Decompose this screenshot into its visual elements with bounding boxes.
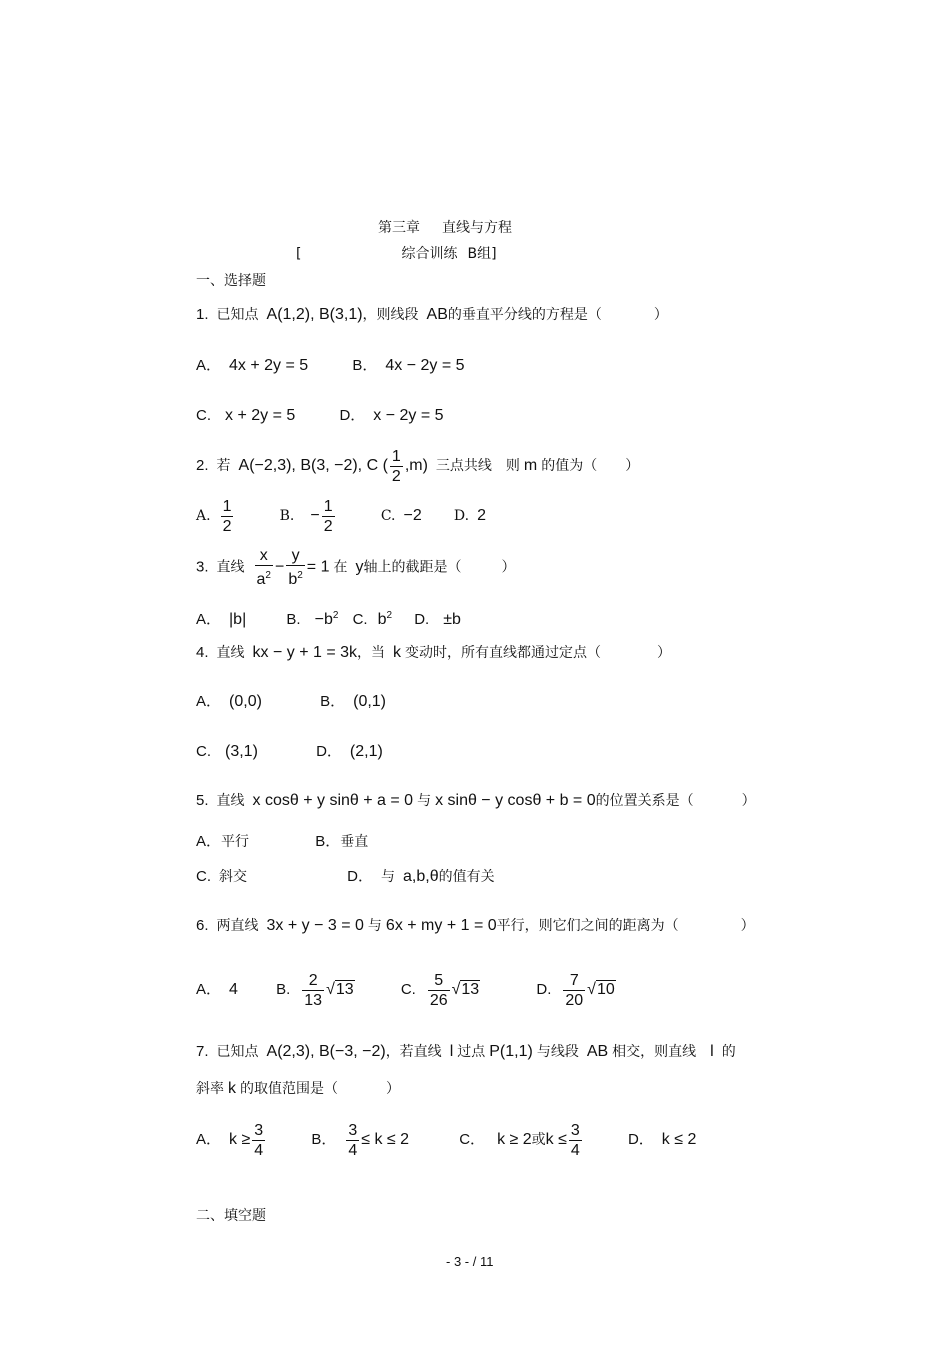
question-3: [196, 546, 515, 589]
question-text: ）: [741, 793, 756, 809]
question-text: 则: [505, 458, 520, 474]
chapter-title: [378, 218, 512, 238]
question-text: ）: [386, 1081, 400, 1097]
option-label: B．: [320, 693, 346, 710]
option-d[interactable]: [316, 743, 383, 760]
question-number: 5.: [196, 792, 209, 809]
question-text: 与: [367, 918, 382, 934]
option-text: 或: [531, 1132, 546, 1148]
question-3-options: [196, 606, 461, 630]
math-expression: 6x + my + 1 = 0: [385, 917, 497, 934]
question-number: 6.: [196, 917, 209, 934]
page-number: - 3 - / 11: [446, 1254, 494, 1269]
option-value: 4x + 2y = 5: [229, 357, 309, 374]
option-d[interactable]: [347, 868, 494, 885]
option-label: B.: [286, 611, 301, 628]
option-label: A．: [196, 833, 222, 850]
question-text: ）: [653, 307, 668, 323]
section-heading-choice: 一、选择题: [196, 273, 266, 289]
fraction-numerator: x: [259, 547, 268, 564]
question-text: ）: [740, 918, 755, 934]
superscript: 2: [265, 570, 271, 581]
math-expression: ,m): [404, 457, 428, 474]
option-b[interactable]: [311, 1121, 410, 1159]
option-d[interactable]: [454, 507, 486, 524]
option-label: B．: [352, 357, 378, 374]
fraction-denominator: 4: [254, 1141, 264, 1159]
math-sign: −: [274, 558, 285, 576]
question-text: 若: [216, 458, 231, 474]
question-7-line2: [196, 1079, 400, 1099]
option-value: (0,0): [229, 693, 262, 710]
fraction: [322, 497, 335, 536]
option-value: x − 2y = 5: [373, 407, 444, 424]
question-text: ，则线段: [362, 307, 419, 323]
question-text: 变动时，所有直线都通过定点（: [405, 645, 602, 661]
subtitle-text: 综合训练: [401, 246, 458, 262]
option-value: x + 2y = 5: [225, 407, 296, 424]
math-expression: l: [449, 1043, 454, 1060]
option-value: 垂直: [340, 834, 369, 850]
fraction-denominator: 2: [323, 517, 333, 535]
option-label: D.: [414, 611, 430, 628]
option-a[interactable]: [196, 1121, 267, 1159]
math-expression: k ≤: [545, 1131, 567, 1148]
question-text: 的位置关系是（: [595, 793, 694, 809]
math-expression: m: [523, 457, 538, 474]
option-b[interactable]: [320, 693, 386, 710]
option-text: 的值有关: [438, 869, 495, 885]
option-label: C.: [196, 868, 211, 885]
fraction-denominator: 20: [565, 991, 584, 1009]
option-label: B.: [279, 508, 295, 524]
fraction: [563, 971, 585, 1010]
question-4-options-row1: [196, 692, 386, 712]
option-value: ±b: [443, 611, 461, 628]
option-value: −2: [403, 507, 422, 524]
fraction-denominator: 26: [429, 991, 448, 1009]
math-expression: 3x + y − 3 = 0: [266, 917, 364, 934]
option-c[interactable]: [459, 1121, 584, 1159]
radicand: 13: [335, 981, 354, 998]
question-2-options: [196, 496, 486, 536]
option-a[interactable]: [196, 693, 262, 710]
fraction-numerator: 1: [222, 497, 232, 515]
fraction: [252, 1121, 265, 1160]
question-text: 与: [417, 793, 432, 809]
math-expression: P(1,1): [489, 1043, 533, 1060]
question-text: 的取值范围是（: [240, 1081, 338, 1097]
option-b[interactable]: [276, 971, 355, 1009]
math-expression: AB: [426, 306, 448, 323]
option-label: B．: [315, 833, 341, 850]
option-c[interactable]: [196, 407, 295, 424]
question-text: ）: [657, 645, 672, 661]
option-label: D.: [453, 508, 470, 524]
question-text: 两直线: [216, 918, 259, 934]
math-expression: A(1,2), B(3,1): [266, 306, 363, 323]
fraction-denominator: 2: [222, 517, 232, 535]
option-a[interactable]: [196, 981, 238, 998]
square-root: √10: [587, 981, 615, 998]
question-7: [196, 1042, 736, 1062]
option-label: C．: [459, 1131, 486, 1148]
option-c[interactable]: [381, 507, 422, 524]
fraction: [390, 447, 403, 486]
question-text: 已知点: [216, 307, 259, 323]
option-value: 平行: [221, 834, 250, 850]
question-text: 平行，则它们之间的距离为（: [496, 918, 679, 934]
math-expression: k ≥: [229, 1131, 251, 1148]
subtitle-group: B组]: [467, 246, 497, 262]
question-text: ，若直线: [385, 1044, 442, 1060]
math-expression: k ≥ 2: [497, 1131, 532, 1148]
question-1-options-row2: [196, 406, 444, 426]
option-label: A.: [196, 508, 211, 524]
fraction-numerator: 2: [308, 971, 318, 989]
option-value: 4: [229, 981, 238, 998]
question-text: 直线: [216, 793, 245, 809]
question-5: [196, 791, 756, 811]
fraction: [255, 546, 273, 589]
option-label: C.: [352, 611, 368, 628]
superscript: 2: [386, 610, 393, 621]
question-number: 3.: [196, 558, 209, 576]
option-label: D．: [347, 868, 374, 885]
option-d[interactable]: [536, 971, 615, 1009]
option-c[interactable]: [400, 971, 480, 1009]
question-text: 的值为（: [541, 458, 598, 474]
fraction-denominator: [286, 565, 304, 589]
question-4: [196, 643, 671, 663]
fraction: [302, 971, 324, 1010]
fraction: [221, 497, 234, 536]
option-a[interactable]: [196, 611, 246, 628]
option-label: C.: [196, 743, 211, 760]
option-value: −b: [314, 611, 333, 628]
square-root: √13: [326, 981, 354, 998]
option-b[interactable]: [279, 497, 337, 535]
question-1: [196, 305, 668, 325]
question-6: [196, 916, 755, 936]
fraction-numerator: 7: [569, 971, 579, 989]
question-number: 1.: [196, 306, 209, 323]
fraction-numerator: 3: [348, 1121, 358, 1139]
superscript: 2: [297, 570, 303, 581]
option-label: D.: [536, 981, 552, 998]
option-label: A．: [196, 611, 222, 628]
option-label: B．: [311, 1131, 337, 1148]
option-label: C.: [380, 508, 396, 524]
math-expression: a,b,θ: [403, 868, 439, 885]
option-text: 与: [381, 869, 396, 885]
question-text: 直线: [216, 559, 245, 576]
fraction-numerator: 3: [254, 1121, 264, 1139]
superscript: 2: [332, 610, 339, 621]
question-number: 7.: [196, 1043, 209, 1060]
math-expression: k: [228, 1080, 236, 1097]
option-a[interactable]: [196, 497, 235, 535]
math-expression: k: [393, 644, 402, 661]
question-text: ）: [625, 458, 640, 474]
fraction: [286, 546, 304, 589]
option-d[interactable]: [628, 1131, 696, 1148]
question-1-options-row1: [196, 356, 465, 376]
fraction-denominator: 13: [304, 991, 323, 1009]
option-b[interactable]: [286, 611, 338, 628]
fraction: [569, 1121, 582, 1160]
option-a[interactable]: [196, 833, 249, 850]
question-5-options-row2: [196, 867, 495, 887]
fraction-denominator: [255, 565, 273, 589]
math-expression: kx − y + 1 = 3k: [252, 644, 358, 661]
question-text: 的垂直平分线的方程是（: [447, 307, 602, 323]
option-label: D．: [316, 743, 342, 760]
question-number: 4.: [196, 644, 209, 661]
math-expression: x cosθ + y sinθ + a = 0: [252, 792, 414, 809]
math-expression: AB: [586, 1043, 609, 1060]
radicand: 13: [461, 981, 480, 998]
question-text: 与线段: [536, 1044, 579, 1060]
option-label: A．: [196, 693, 222, 710]
question-text: 已知点: [216, 1044, 259, 1060]
radicand: 10: [596, 981, 615, 998]
option-value: b: [377, 611, 387, 628]
option-c[interactable]: [353, 611, 392, 628]
option-label: B.: [276, 981, 291, 998]
question-text: 相交，则直线: [612, 1044, 697, 1060]
option-a[interactable]: [196, 357, 308, 374]
option-d[interactable]: [339, 407, 443, 424]
option-value: 斜交: [219, 869, 247, 885]
question-text: ）: [501, 559, 516, 576]
option-label: C.: [400, 981, 416, 998]
question-text: 的: [721, 1044, 736, 1060]
question-text: 三点共线: [435, 458, 492, 474]
question-2: [196, 446, 639, 486]
option-label: D．: [627, 1131, 654, 1148]
math-expression: A(2,3), B(−3, −2): [266, 1043, 386, 1060]
fraction-denominator-base: a: [256, 571, 266, 588]
option-value: 4x − 2y = 5: [385, 357, 465, 374]
math-expression: l: [710, 1043, 714, 1060]
subtitle: [296, 244, 497, 264]
question-5-options-row1: [196, 832, 368, 852]
square-root: √13: [451, 981, 480, 998]
fraction-denominator: 4: [348, 1141, 358, 1159]
question-text: ，当: [357, 645, 386, 661]
math-expression: = 1: [306, 558, 330, 576]
option-b[interactable]: [352, 357, 464, 374]
option-b[interactable]: [315, 833, 368, 850]
option-label: D．: [339, 407, 366, 424]
fraction-denominator: 2: [391, 467, 401, 485]
fraction: [346, 1121, 359, 1160]
option-value: (3,1): [225, 743, 258, 760]
option-label: A．: [196, 981, 222, 998]
question-4-options-row2: [196, 742, 383, 762]
option-value: |b|: [229, 611, 247, 628]
option-d[interactable]: [414, 611, 461, 628]
fraction-denominator: 4: [570, 1141, 580, 1159]
question-text: 轴上的截距是（: [363, 559, 462, 576]
option-value: (0,1): [353, 693, 387, 710]
section-heading-fill: 二、填空题: [196, 1208, 266, 1224]
chapter-name: 直线与方程: [442, 220, 512, 236]
subtitle-bracket: [: [296, 246, 302, 262]
question-number: 2.: [196, 457, 209, 474]
option-label: A．: [196, 1131, 222, 1148]
question-6-options: [196, 968, 616, 1012]
fraction-numerator: 1: [323, 497, 333, 515]
option-label: C.: [196, 407, 211, 424]
fraction-numerator: 3: [570, 1121, 580, 1139]
question-text: 过点: [457, 1044, 486, 1060]
question-7-options: [196, 1118, 696, 1162]
math-expression: A(−2,3), B(3, −2), C (: [238, 457, 388, 474]
chapter-number: 第三章: [378, 220, 420, 236]
question-text: 斜率: [196, 1081, 224, 1097]
question-text: 直线: [216, 645, 245, 661]
fraction-numerator: y: [291, 547, 300, 564]
math-sign: −: [310, 507, 320, 524]
math-expression: x sinθ − y cosθ + b = 0: [435, 792, 596, 809]
option-c[interactable]: [196, 743, 258, 760]
math-expression: y: [355, 558, 364, 576]
fraction-denominator-base: b: [288, 571, 298, 588]
math-expression: k ≤ 2: [661, 1131, 697, 1148]
question-text: 在: [333, 559, 348, 576]
option-value: (2,1): [349, 743, 383, 760]
option-value: 2: [477, 507, 486, 524]
math-expression: ≤ k ≤ 2: [361, 1131, 410, 1148]
fraction: [428, 971, 450, 1010]
fraction-numerator: 5: [434, 971, 444, 989]
option-label: A．: [196, 357, 222, 374]
fraction-numerator: 1: [391, 447, 401, 465]
option-c[interactable]: [196, 868, 247, 885]
